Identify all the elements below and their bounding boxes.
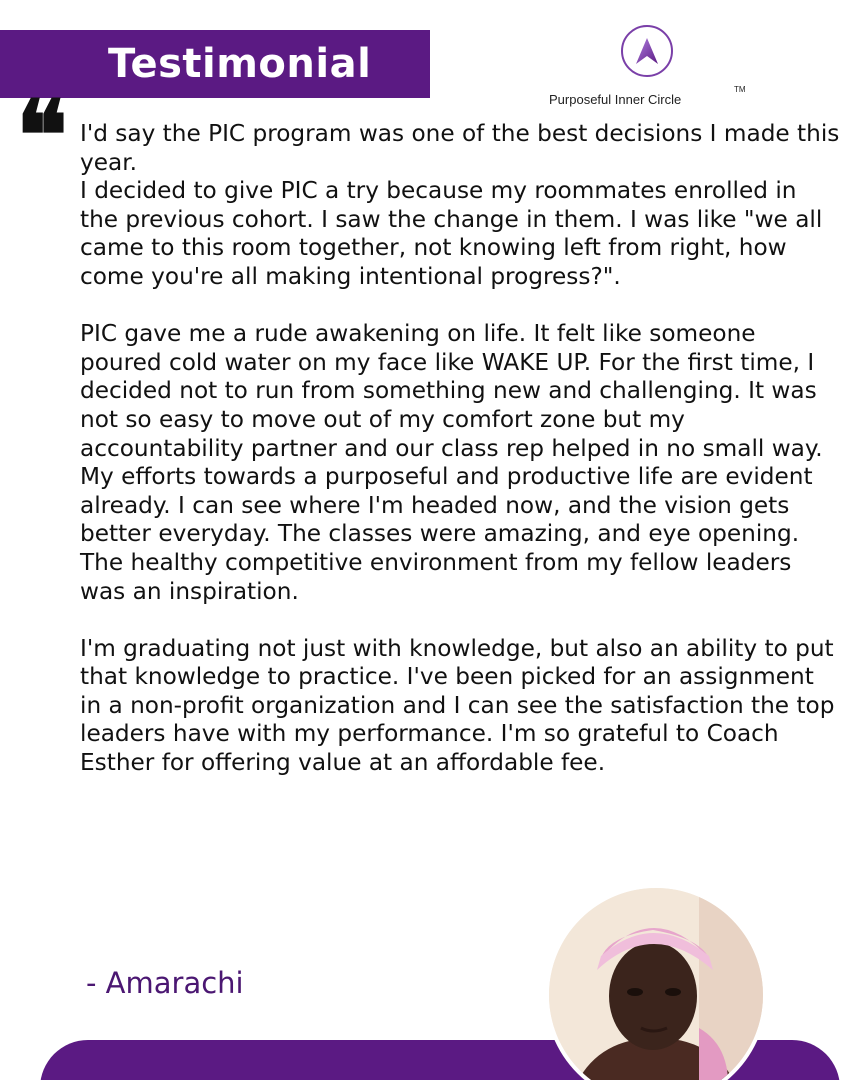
testimonial-paragraph: I'm graduating not just with knowledge, but also an ability to put that knowledge to practice. I've been picked for an assignment in a non-profit organization and I can see the satisfaction the top leaders have with my performance. I'm so grateful to Coach Esther for offering value at an affordable fee. xyxy=(80,634,835,777)
avatar xyxy=(545,884,767,1080)
quote-icon: ❝ xyxy=(16,79,68,192)
testimonial-paragraph: I'd say the PIC program was one of the best decisions I made this year. I decided to give PIC a try because my roommates enrolled in the previous cohort. I saw the change in them. I was like "we all came to this room together, not knowing left from right, how come you're all making intentional progress?". xyxy=(80,120,840,290)
testimonial-paragraph: PIC gave me a rude awakening on life. It felt like someone poured cold water on my face like WAKE UP. For the first time, I decided not to run from something new and challenging. It was not so easy to move out of my comfort zone but my accountability partner and our class rep helped in no small way. My efforts towards a purposeful and productive life are evident already. I can see where I'm headed now, and the vision gets better everyday. The classes were amazing, and eye opening. The healthy competitive environment from my fellow leaders was an inspiration. xyxy=(80,320,823,605)
brand-name: Purposeful Inner Circle xyxy=(549,92,682,107)
testimonial-body xyxy=(80,120,840,778)
avatar-portrait xyxy=(549,888,763,1080)
page-title: Testimonial xyxy=(108,41,372,87)
triangle-logo-icon xyxy=(635,37,659,65)
author-name: - Amarachi xyxy=(86,966,244,1000)
trademark-mark: TM xyxy=(734,85,746,94)
brand-logo xyxy=(621,25,673,77)
